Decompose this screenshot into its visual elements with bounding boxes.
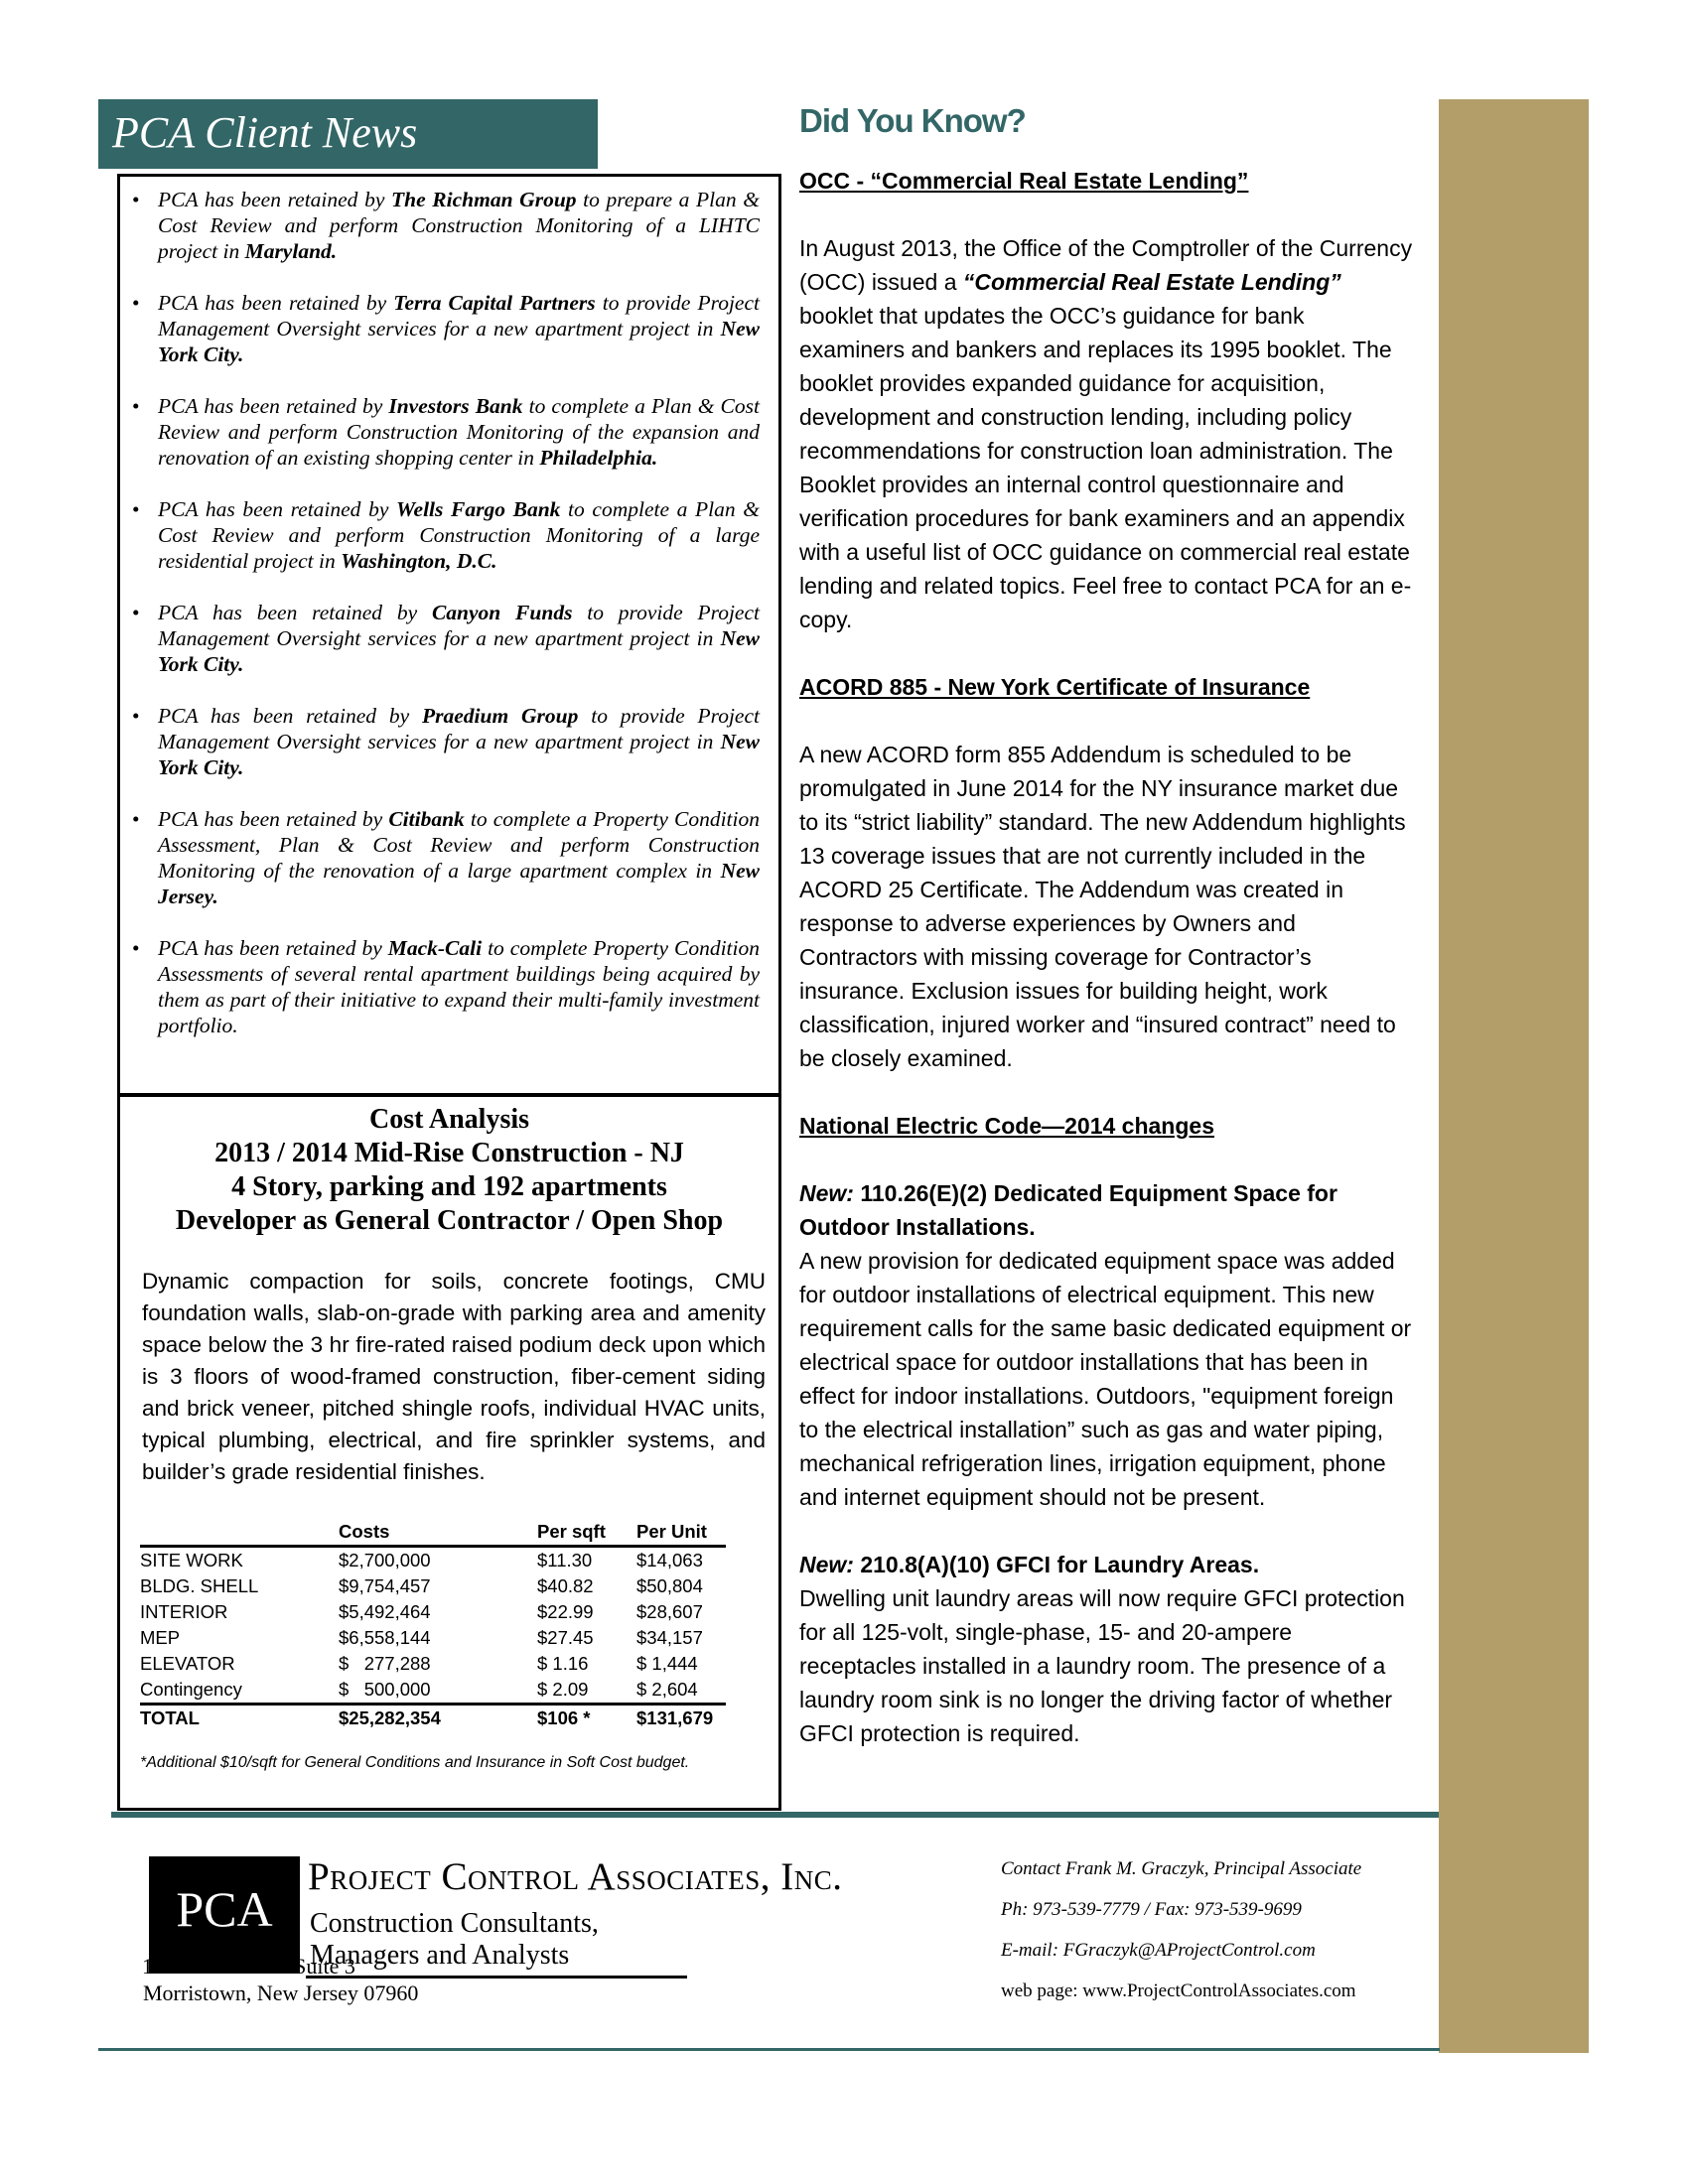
news-item: • PCA has been retained by Wells Fargo Bank to complete a Plan & Cost Review and perform Construction Monitoring of a large residential project in Washington, D.C. bbox=[158, 496, 760, 574]
table-row: SITE WORK $2,700,000 $11.30 $14,063 bbox=[140, 1550, 703, 1570]
news-item: • PCA has been retained by Citibank to complete a Property Condition Assessment, Plan & Cost Review and perform Construction Monitoring of the renovation of a large apartment complex in New Jersey. bbox=[158, 806, 760, 909]
nec-item-title: New: 110.26(E)(2) Dedicated Equipment Space for Outdoor Installations. bbox=[799, 1180, 1337, 1240]
contact-web-link[interactable]: web page: www.ProjectControlAssociates.com bbox=[1001, 1980, 1356, 2001]
did-you-know-title: Did You Know? bbox=[799, 102, 1026, 139]
nec-item-body: Dwelling unit laundry areas will now require GFCI protection for all 125-volt, single-phase, 15- and 20-ampere receptacles installed in a laundry room. The presence of a laundry room sink is no longer the driving factor of whether GFCI protection is required. bbox=[799, 1585, 1405, 1746]
occ-paragraph: In August 2013, the Office of the Comptroller of the Currency (OCC) issued a “Commercial Real Estate Lending” booklet that updates the OCC’s guidance for bank examiners and bankers and replaces its 1995 booklet. The booklet provides expanded guidance for acquisition, development and construction lending, including policy recommendations for construction loan administration. The Booklet provides an internal control questionnaire and verification procedures for bank examiners and an appendix with a useful list of OCC guidance on commercial real estate lending and related topics. Feel free to contact PCA for an e-copy. bbox=[799, 235, 1413, 632]
address-line-2: Morristown, New Jersey 07960 bbox=[143, 1980, 419, 2005]
table-row: BLDG. SHELL $9,754,457 $40.82 $50,804 bbox=[140, 1575, 703, 1596]
footer-bottom-rule bbox=[98, 2048, 1440, 2051]
table-row: Contingency $ 500,000 $ 2.09 $ 2,604 bbox=[140, 1677, 726, 1705]
acord-heading: ACORD 885 - New York Certificate of Insurance bbox=[799, 674, 1311, 700]
news-item: • PCA has been retained by Investors Bank to complete a Plan & Cost Review and perform Construction Monitoring of the expansion and renovation of an existing shopping center in Philadelphia. bbox=[158, 393, 760, 471]
address-line-1: 11 South Street - Suite 3 bbox=[142, 1954, 355, 1979]
company-name: Project Control Associates, Inc. bbox=[308, 1855, 843, 1898]
news-item: • PCA has been retained by Terra Capital Partners to provide Project Management Oversight services for a new apartment project in New York City. bbox=[158, 290, 760, 367]
nec-item-body: A new provision for dedicated equipment space was added for outdoor installations of electrical equipment. This new requirement calls for the same basic dedicated equipment or electrical space for outdoor installations that has been in effect for indoor installations. Outdoors, "equipment foreign to the electrical installation” such as gas and water piping, mechanical refrigeration lines, irrigation equipment, phone and internet equipment should not be present. bbox=[799, 1248, 1412, 1510]
table-row: MEP $6,558,144 $27.45 $34,157 bbox=[140, 1627, 703, 1648]
client-news-list bbox=[158, 187, 760, 1064]
table-header-row: Costs Per sqft Per Unit bbox=[140, 1519, 726, 1547]
cost-analysis-box bbox=[117, 1093, 781, 1811]
pca-logo: PCA bbox=[149, 1856, 300, 1974]
cost-analysis-description: Dynamic compaction for soils, concrete footings, CMU foundation walls, slab-on-grade with parking area and amenity space below the 3 hr fire-rated raised podium deck upon which is 3 floors of wood-framed construction, fiber-cement siding and brick veneer, pitched shingle roofs, individual HVAC units, typical plumbing, electrical, and fire sprinkler systems, and builder’s grade residential finishes. bbox=[142, 1269, 766, 1484]
decorative-side-bar bbox=[1439, 99, 1589, 2053]
did-you-know-column bbox=[799, 104, 1415, 1784]
cost-analysis-heading: Cost Analysis 2013 / 2014 Mid-Rise Construction - NJ 4 Story, parking and 192 apartments Developer as General Contractor / Open Shop bbox=[175, 1104, 724, 1236]
nec-item-title: New: 210.8(A)(10) GFCI for Laundry Areas. bbox=[799, 1552, 1260, 1577]
client-news-title-bar bbox=[98, 99, 598, 169]
news-item: • PCA has been retained by Praedium Group to provide Project Management Oversight services for a new apartment project in New York City. bbox=[158, 703, 760, 780]
contact-phone-fax: Ph: 973-539-7779 / Fax: 973-539-9699 bbox=[1001, 1899, 1302, 1920]
nec-heading: National Electric Code—2014 changes bbox=[799, 1113, 1214, 1139]
news-item: • PCA has been retained by Mack-Cali to complete Property Condition Assessments of several rental apartment buildings being acquired by them as part of their initiative to expand their multi-family investment portfolio. bbox=[158, 935, 760, 1038]
section-divider-rule bbox=[111, 1812, 1440, 1818]
contact-person: Contact Frank M. Graczyk, Principal Associate bbox=[1001, 1858, 1362, 1879]
cost-table bbox=[140, 1519, 726, 1731]
news-item: • PCA has been retained by The Richman Group to prepare a Plan & Cost Review and perform Construction Monitoring of a LIHTC project in Maryland. bbox=[158, 187, 760, 264]
table-row: ELEVATOR $ 277,288 $ 1.16 $ 1,444 bbox=[140, 1653, 698, 1674]
cost-footnote: *Additional $10/sqft for General Conditions and Insurance in Soft Cost budget. bbox=[140, 1754, 690, 1771]
client-news-box bbox=[117, 174, 781, 1095]
acord-paragraph: A new ACORD form 855 Addendum is scheduled to be promulgated in June 2014 for the NY insurance market due to its “strict liability” standard. The new Addendum highlights 13 coverage issues that are not currently included in the ACORD 25 Certificate. The Addendum was created in response to adverse experiences by Owners and Contractors with missing coverage for Contractor’s insurance. Exclusion issues for building height, work classification, injured worker and “insured contract” need to be closely examined. bbox=[799, 742, 1406, 1071]
news-item: • PCA has been retained by Canyon Funds to provide Project Management Oversight services for a new apartment project in New York City. bbox=[158, 600, 760, 677]
contact-block bbox=[1001, 1848, 1361, 2011]
contact-email-link[interactable]: E-mail: FGraczyk@AProjectControl.com bbox=[1001, 1940, 1316, 1961]
occ-heading: OCC - “Commercial Real Estate Lending” bbox=[799, 168, 1249, 194]
table-row: INTERIOR $5,492,464 $22.99 $28,607 bbox=[140, 1601, 703, 1622]
table-total-row: TOTAL $25,282,354 $106 * $131,679 bbox=[140, 1707, 714, 1728]
client-news-title: PCA Client News bbox=[112, 108, 418, 157]
company-tagline: Construction Consultants, Managers and Analysts bbox=[306, 1908, 687, 1979]
